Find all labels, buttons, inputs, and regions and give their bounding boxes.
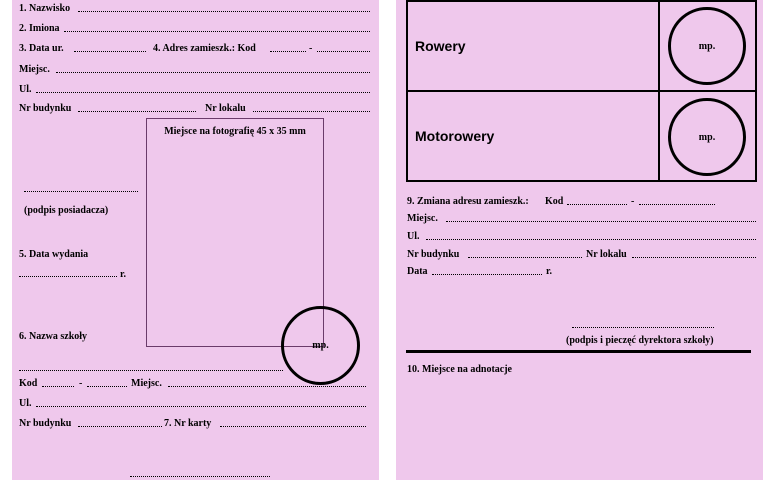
zmiana-kod-part1-dotted-line[interactable] <box>567 204 627 205</box>
nazwa-szkoly-dotted-line[interactable] <box>19 370 283 371</box>
field-label-miejsc-zmiana: Miejsc. <box>407 213 438 224</box>
section-divider <box>406 350 751 353</box>
field-label-data-ur: 3. Data ur. <box>19 43 64 54</box>
kod-separator: - <box>309 43 313 54</box>
zmiana-ul-dotted-line[interactable] <box>426 239 756 240</box>
field-label-zmiana-adresu: 9. Zmiana adresu zamieszk.: <box>407 196 529 207</box>
zmiana-data-dotted-line[interactable] <box>432 274 542 275</box>
field-label-kod-zmiana: Kod <box>545 196 564 207</box>
field-label-nr-budynku-zmiana: Nr budynku <box>407 249 460 260</box>
field-label-nr-lokalu: Nr lokalu <box>205 103 246 114</box>
miejsc-dotted-line[interactable] <box>56 72 370 73</box>
vehicle-category-table <box>406 0 757 182</box>
field-label-adres-kod: 4. Adres zamieszk.: Kod <box>153 43 256 54</box>
field-label-data-wydania: 5. Data wydania <box>19 249 89 260</box>
szkola-miejsc-dotted-line[interactable] <box>168 386 366 387</box>
szkola-nr-budynku-dotted-line[interactable] <box>78 426 162 427</box>
field-label-ul: Ul. <box>19 84 32 95</box>
category-label-rowery: Rowery <box>415 38 466 54</box>
field-label-miejsc: Miejsc. <box>19 64 50 75</box>
nr-lokalu-dotted-line[interactable] <box>253 111 370 112</box>
szkola-kod-part1-dotted-line[interactable] <box>42 386 74 387</box>
stamp-circle-motorowery <box>668 98 746 176</box>
card-front-panel <box>12 0 379 480</box>
stamp-circle-rowery <box>668 7 746 85</box>
podpis-posiadacza-caption: (podpis posiadacza) <box>24 205 109 216</box>
kod-part1-dotted-line[interactable] <box>270 51 306 52</box>
zmiana-nr-budynku-dotted-line[interactable] <box>468 257 582 258</box>
field-label-nr-budynku: Nr budynku <box>19 103 72 114</box>
field-label-kod: Kod <box>19 378 38 389</box>
field-label-nr-lokalu-zmiana: Nr lokalu <box>586 249 627 260</box>
szkola-kod-separator: - <box>79 378 83 389</box>
category-label-motorowery: Motorowery <box>415 128 495 144</box>
field-label-nr-karty: 7. Nr karty <box>164 418 212 429</box>
szkola-ul-dotted-line[interactable] <box>36 406 366 407</box>
field-label-imiona: 2. Imiona <box>19 23 60 34</box>
field-label-ul-szkoly: Ul. <box>19 398 32 409</box>
field-label-miejsc-szkoly: Miejsc. <box>131 378 162 389</box>
field-label-nazwisko: 1. Nazwisko <box>19 3 71 14</box>
podpis-posiadacza-dotted-line[interactable] <box>24 191 138 192</box>
field-label-data-zmiana: Data <box>407 266 428 277</box>
zmiana-kod-part2-dotted-line[interactable] <box>639 204 715 205</box>
stamp-label-motorowery: mp. <box>698 131 716 143</box>
zmiana-miejsc-dotted-line[interactable] <box>446 221 756 222</box>
school-stamp-circle <box>281 306 360 385</box>
zmiana-kod-separator: - <box>631 196 635 207</box>
data-ur-dotted-line[interactable] <box>74 51 146 52</box>
field-label-adnotacje: 10. Miejsce na adnotacje <box>407 364 512 375</box>
data-wydania-dotted-line[interactable] <box>19 276 117 277</box>
bottom-signature-dotted-line[interactable] <box>130 476 270 477</box>
card-back-panel <box>396 0 763 480</box>
category-row-rowery <box>408 2 658 92</box>
szkola-kod-part2-dotted-line[interactable] <box>87 386 127 387</box>
field-label-nr-budynku-szkoly: Nr budynku <box>19 418 72 429</box>
zmiana-nr-lokalu-dotted-line[interactable] <box>632 257 756 258</box>
category-row-motorowery <box>408 92 658 182</box>
stamp-label: mp. <box>312 340 329 351</box>
podpis-dyrektora-caption: (podpis i pieczęć dyrektora szkoły) <box>566 335 714 346</box>
field-label-ul-zmiana: Ul. <box>407 231 420 242</box>
nazwisko-dotted-line[interactable] <box>78 11 370 12</box>
kod-part2-dotted-line[interactable] <box>317 51 370 52</box>
stamp-label-rowery: mp. <box>698 40 716 52</box>
data-wydania-suffix: r. <box>120 269 127 280</box>
photo-label: Miejsce na fotografię 45 x 35 mm <box>164 126 306 137</box>
imiona-dotted-line[interactable] <box>64 31 370 32</box>
zmiana-data-suffix: r. <box>546 266 553 277</box>
podpis-dyrektora-dotted-line[interactable] <box>572 327 714 328</box>
field-label-nazwa-szkoly: 6. Nazwa szkoły <box>19 331 88 342</box>
ul-dotted-line[interactable] <box>36 92 370 93</box>
nr-budynku-dotted-line[interactable] <box>78 111 196 112</box>
nr-karty-dotted-line[interactable] <box>220 426 366 427</box>
